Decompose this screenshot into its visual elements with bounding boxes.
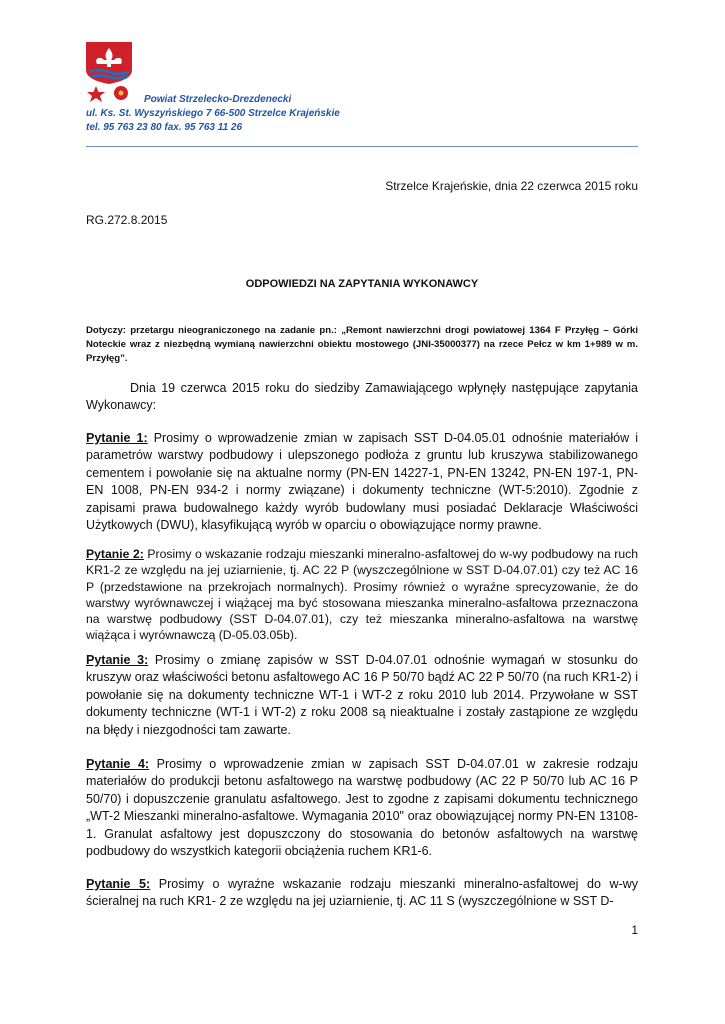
question-label: Pytanie 1: — [86, 431, 148, 445]
question-text: Prosimy o wskazanie rodzaju mieszanki mineralno-asfaltowej do w-wy podbudowy na ruch KR1-2 ze względu na jej uziarnienie, tj. AC 22 P (wyszczególnione w SST D-04.07.01) czy też AC 16 P (przedstawione na przekrojach normalnych). Prosimy również o wyraźne sprecyzowanie, że do warstwy wyrównawczej i wiążącej ma być stosowana mieszanka mineralno-asfaltowa przeznaczona na warstwę podbudowy (SST D-04.07.01), czy też mieszanka mineralno-asfaltowa na warstwę wiążąca i wyrównawczą (D-05.03.05b). — [86, 547, 638, 643]
reference-number: RG.272.8.2015 — [86, 213, 168, 227]
question-2 — [86, 546, 638, 644]
subject-paragraph: Dotyczy: przetargu nieograniczonego na zadanie pn.: „Remont nawierzchni drogi powiatowej 1364 F Przyłęg – Górki Noteckie wraz z niezbędną wymianą nawierzchni obiektu mostowego (JNI-35000377) na rzece Pełcz w km 1+989 w m. Przyłęg”. — [86, 325, 638, 364]
question-1 — [86, 430, 638, 534]
page-number: 1 — [631, 923, 638, 937]
date-line: Strzelce Krajeńskie, dnia 22 czerwca 2015 roku — [385, 179, 638, 193]
question-text: Prosimy o wprowadzenie zmian w zapisach SST D-04.07.01 w zakresie rodzaju materiałów do produkcji betonu asfaltowego na warstwę podbudowy (AC 22 P 50/70 lub AC 16 P 50/70) i dopuszczenie granulatu asfaltowego. Jest to zgodne z zapisami dokumentu technicznego „WT-2 Mieszanki mineralno-asfaltowe. Wymagania 2010" oraz obowiązującej normy PN-EN 13108-1. Granulat asfaltowy jest dopuszczony do stosowania do betonów asfaltowych na warstwę podbudowy do wszystkich kategorii obciążenia ruchem KR1-6. — [86, 757, 638, 859]
question-3 — [86, 652, 638, 739]
question-label: Pytanie 5: — [86, 877, 151, 891]
header-contact-block — [86, 93, 646, 135]
question-5 — [86, 876, 638, 911]
header-divider — [86, 146, 638, 147]
org-address: ul. Ks. St. Wyszyńskiego 7 66-500 Strzelce Krajeńskie — [86, 108, 340, 119]
question-text: Prosimy o zmianę zapisów w SST D-04.07.01 odnośnie wymagań w stosunku do kruszyw oraz właściwości betonu asfaltowego AC 16 P 50/70 bądź AC 22 P 50/70 (na ruch KR1-2) i powołanie się na dokumenty techniczne WT-1 i WT-2 z roku 2010 lub 2014. Przywołane w SST dokumenty techniczne (WT-1 i WT-2) z roku 2008 są nieaktualne i zostały zastąpione ze względu na błędy i niezgodności tam zawarte. — [86, 653, 638, 737]
question-4 — [86, 756, 638, 860]
question-label: Pytanie 2: — [86, 547, 144, 561]
org-name: Powiat Strzelecko-Drezdenecki — [144, 94, 292, 105]
question-label: Pytanie 3: — [86, 653, 149, 667]
question-text: Prosimy o wprowadzenie zmian w zapisach SST D-04.05.01 odnośnie materiałów i parametrów warstwy podbudowy i ulepszonego podłoża z gruntu lub kruszywa stabilizowanego cementem i powołanie się na aktualne normy (PN-EN 14227-1, PN-EN 13242, PN-EN 197-1, PN-EN 1008, PN-EN 934-2 i normy związane) i dokumenty techniczne (WT-5:2010). Zgodnie z zapisami prawa budowalnego każdy wyrób budowlany musi posiadać Deklaracje Właściwości Użytkowych (DWU), klasyfikującą wyrób w oparciu o obowiązujące normy prawne. — [86, 431, 638, 533]
org-contact: tel. 95 763 23 80 fax. 95 763 11 26 — [86, 122, 243, 133]
question-label: Pytanie 4: — [86, 757, 150, 771]
intro-paragraph: Dnia 19 czerwca 2015 roku do siedziby Zamawiającego wpłynęły następujące zapytania Wykonawcy: — [86, 381, 638, 412]
document-title: ODPOWIEDZI NA ZAPYTANIA WYKONAWCY — [245, 278, 479, 290]
question-text: Prosimy o wyraźne wskazanie rodzaju mieszanki mineralno-asfaltowej do w-wy ścieralnej na ruch KR1- 2 ze względu na jej uziarnienie, tj. AC 11 S (wyszczególnione w SST D- — [86, 877, 638, 909]
